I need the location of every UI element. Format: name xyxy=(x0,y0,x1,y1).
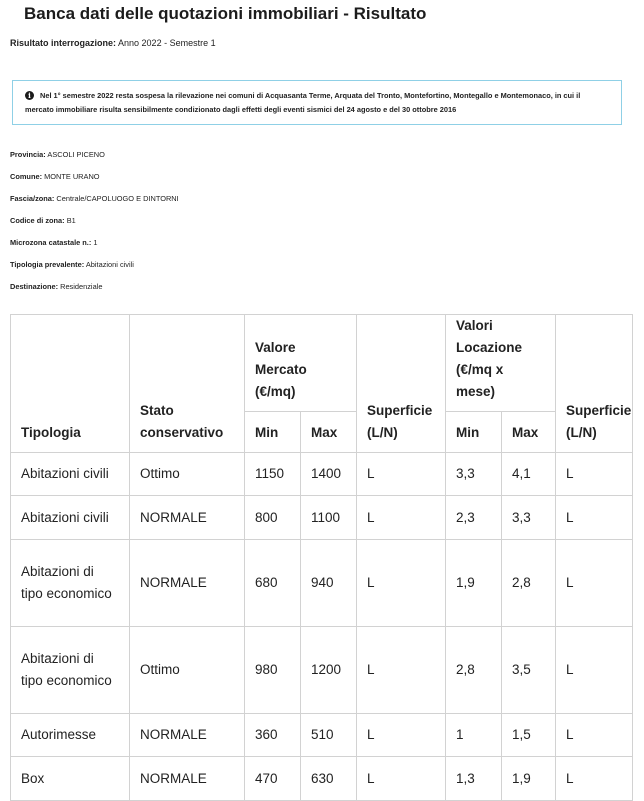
cell-mercato-max: 1200 xyxy=(301,627,357,714)
cell-tipologia: Abitazioni di tipo economico xyxy=(11,627,130,714)
header-valori-locazione: Valori Locazione (€/mq x mese) xyxy=(446,315,556,412)
cell-locazione-max: 3,3 xyxy=(502,496,556,540)
cell-stato: NORMALE xyxy=(130,757,245,801)
cell-mercato-min: 470 xyxy=(245,757,301,801)
fact-codice-zona xyxy=(10,214,179,236)
cell-superficie: L xyxy=(357,714,446,757)
zone-details xyxy=(10,148,179,302)
header-superficie: Superficie (L/N) xyxy=(357,315,446,453)
fact-label: Comune: xyxy=(10,172,43,181)
fact-label: Fascia/zona: xyxy=(10,194,55,203)
fact-value: 1 xyxy=(93,238,98,247)
fact-label: Destinazione: xyxy=(10,282,59,291)
cell-locazione-min: 1 xyxy=(446,714,502,757)
cell-superficie: L xyxy=(556,540,633,627)
fact-label: Microzona catastale n.: xyxy=(10,238,92,247)
cell-locazione-max: 1,9 xyxy=(502,757,556,801)
cell-locazione-max: 2,8 xyxy=(502,540,556,627)
cell-stato: NORMALE xyxy=(130,496,245,540)
info-icon: i xyxy=(25,91,34,100)
table-row xyxy=(11,453,633,496)
header-min: Min xyxy=(245,412,301,453)
header-row-top xyxy=(11,315,633,412)
header-superficie: Superficie (L/N) xyxy=(556,315,633,453)
cell-locazione-max: 3,5 xyxy=(502,627,556,714)
table-row xyxy=(11,540,633,627)
fact-microzona xyxy=(10,236,179,258)
fact-comune xyxy=(10,170,179,192)
cell-stato: Ottimo xyxy=(130,453,245,496)
cell-locazione-max: 1,5 xyxy=(502,714,556,757)
query-value: Anno 2022 - Semestre 1 xyxy=(118,38,216,48)
header-valore-mercato: Valore Mercato (€/mq) xyxy=(245,315,357,412)
cell-locazione-min: 2,3 xyxy=(446,496,502,540)
cell-locazione-min: 1,3 xyxy=(446,757,502,801)
cell-mercato-min: 800 xyxy=(245,496,301,540)
header-max: Max xyxy=(301,412,357,453)
fact-value: ASCOLI PICENO xyxy=(47,150,105,159)
fact-label: Provincia: xyxy=(10,150,46,159)
fact-provincia xyxy=(10,148,179,170)
query-summary xyxy=(10,38,216,48)
cell-superficie: L xyxy=(556,714,633,757)
fact-label: Tipologia prevalente: xyxy=(10,260,85,269)
cell-superficie: L xyxy=(556,453,633,496)
table-row xyxy=(11,627,633,714)
fact-fascia-zona xyxy=(10,192,179,214)
cell-superficie: L xyxy=(556,757,633,801)
cell-superficie: L xyxy=(357,496,446,540)
cell-stato: NORMALE xyxy=(130,540,245,627)
cell-mercato-min: 680 xyxy=(245,540,301,627)
cell-locazione-min: 3,3 xyxy=(446,453,502,496)
cell-mercato-min: 980 xyxy=(245,627,301,714)
fact-value: Abitazioni civili xyxy=(85,260,134,269)
fact-value: Centrale/CAPOLUOGO E DINTORNI xyxy=(56,194,179,203)
cell-mercato-max: 940 xyxy=(301,540,357,627)
cell-tipologia: Abitazioni di tipo economico xyxy=(11,540,130,627)
fact-value: MONTE URANO xyxy=(44,172,100,181)
cell-mercato-max: 1400 xyxy=(301,453,357,496)
cell-mercato-min: 1150 xyxy=(245,453,301,496)
cell-mercato-max: 510 xyxy=(301,714,357,757)
fact-value: B1 xyxy=(66,216,76,225)
cell-tipologia: Box xyxy=(11,757,130,801)
header-stato: Stato conservativo xyxy=(130,315,245,453)
cell-tipologia: Autorimesse xyxy=(11,714,130,757)
table-row xyxy=(11,714,633,757)
query-label: Risultato interrogazione: xyxy=(10,38,117,48)
cell-locazione-min: 2,8 xyxy=(446,627,502,714)
cell-tipologia: Abitazioni civili xyxy=(11,496,130,540)
table-row xyxy=(11,496,633,540)
cell-superficie: L xyxy=(357,540,446,627)
cell-tipologia: Abitazioni civili xyxy=(11,453,130,496)
notice-box xyxy=(12,80,622,125)
quotations-table xyxy=(10,314,633,801)
cell-stato: NORMALE xyxy=(130,714,245,757)
cell-mercato-min: 360 xyxy=(245,714,301,757)
header-min: Min xyxy=(446,412,502,453)
cell-superficie: L xyxy=(556,496,633,540)
notice-text: Nel 1° semestre 2022 resta sospesa la rilevazione nei comuni di Acquasanta Terme, Arquata del Tronto, Montefortino, Montegallo e Montemonaco, in cui il mercato immobiliare risulta sensibilmente condizionato dagli effetti degli eventi sismici del 24 agosto e del 30 ottobre 2016 xyxy=(25,91,581,114)
cell-mercato-max: 630 xyxy=(301,757,357,801)
header-max: Max xyxy=(502,412,556,453)
header-tipologia: Tipologia xyxy=(11,315,130,453)
cell-locazione-max: 4,1 xyxy=(502,453,556,496)
fact-value: Residenziale xyxy=(60,282,103,291)
cell-superficie: L xyxy=(357,627,446,714)
cell-locazione-min: 1,9 xyxy=(446,540,502,627)
cell-superficie: L xyxy=(556,627,633,714)
fact-label: Codice di zona: xyxy=(10,216,65,225)
cell-superficie: L xyxy=(357,757,446,801)
cell-stato: Ottimo xyxy=(130,627,245,714)
page-title: Banca dati delle quotazioni immobiliari - Risultato xyxy=(24,4,427,23)
table-row xyxy=(11,757,633,801)
fact-destinazione xyxy=(10,280,179,302)
cell-mercato-max: 1100 xyxy=(301,496,357,540)
fact-tipologia-prevalente xyxy=(10,258,179,280)
cell-superficie: L xyxy=(357,453,446,496)
